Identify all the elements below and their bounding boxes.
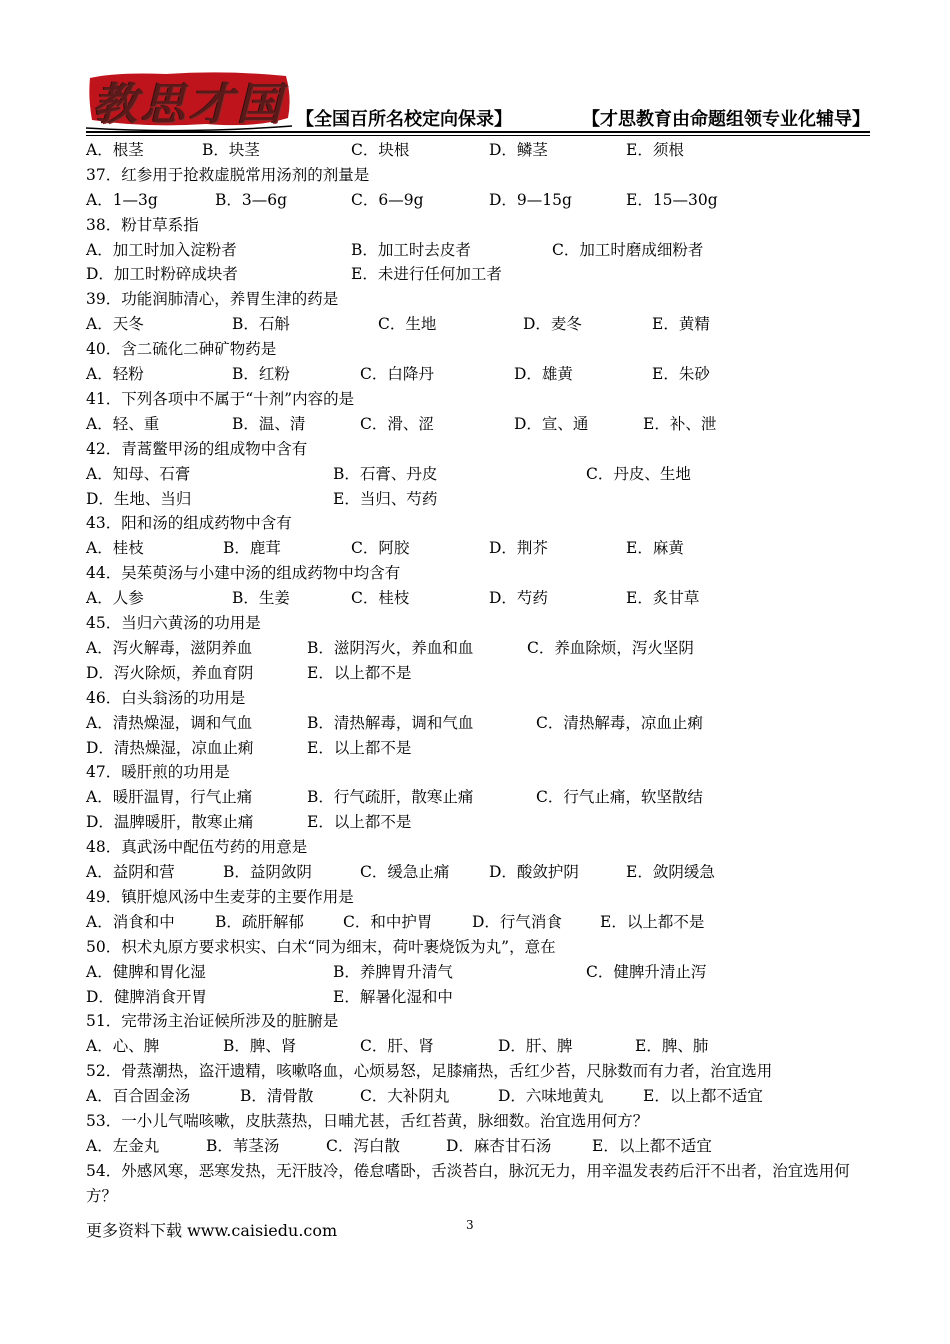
option-row (86, 960, 870, 985)
answer-option: E．以上都不适宜 (643, 1087, 763, 1106)
answer-option: C．滑、涩 (360, 414, 434, 433)
answer-option: C．6—9g (351, 190, 424, 209)
option-row (86, 487, 870, 512)
answer-option: A．左金丸 (86, 1136, 160, 1155)
answer-option: E．朱砂 (652, 365, 710, 384)
question-stem: 40．含二硫化二砷矿物药是 (86, 340, 277, 359)
answer-option: D．健脾消食开胃 (86, 987, 207, 1006)
question-stem: 53．一小儿气喘咳嗽，皮肤蒸热，日晡尤甚，舌红苔黄，脉细数。治宜选用何方？ (86, 1111, 649, 1130)
option-row (86, 860, 870, 885)
answer-option: A．1—3g (86, 190, 158, 209)
answer-option: E．以上都不适宜 (592, 1136, 712, 1155)
answer-option: C．行气止痛，软坚散结 (536, 788, 703, 807)
option-row (86, 985, 870, 1010)
answer-option: D．酸敛护阴 (489, 863, 579, 882)
answer-option: D．六味地黄丸 (498, 1087, 604, 1106)
answer-option: A．健脾和胃化湿 (86, 962, 206, 981)
answer-option: D．宣、通 (514, 414, 589, 433)
answer-option: C．健脾升清止泻 (586, 962, 707, 981)
answer-option: D．雄黄 (514, 365, 573, 384)
answer-option: B．温、清 (232, 414, 306, 433)
answer-option: B．3—6g (215, 190, 288, 209)
answer-option: B．脾、肾 (223, 1037, 297, 1056)
footer-download-link: 更多资料下载 www.caisiedu.com (86, 1221, 338, 1240)
answer-option: B．红粉 (232, 365, 290, 384)
header-tags (296, 104, 870, 132)
answer-option: A．百合固金汤 (86, 1087, 191, 1106)
question-stem: 52．骨蒸潮热，盗汗遗精，咳嗽咯血，心烦易怒，足膝痛热，舌红少苔，尺脉数而有力者，治宜选用 (86, 1062, 773, 1081)
answer-option: A．轻粉 (86, 365, 144, 384)
answer-option: E．15—30g (626, 190, 718, 209)
option-row (86, 188, 870, 213)
question-list (86, 138, 870, 1209)
answer-option: E．以上都不是 (307, 813, 412, 832)
answer-option: C．和中护胃 (343, 912, 433, 931)
answer-option: C．白降丹 (360, 365, 434, 384)
answer-option: C．大补阴丸 (360, 1087, 450, 1106)
answer-option: D．荆芥 (489, 539, 548, 558)
question-stem: 49．镇肝熄风汤中生麦芽的主要作用是 (86, 887, 354, 906)
option-row (86, 262, 870, 287)
answer-option: E．解暑化湿和中 (333, 987, 453, 1006)
answer-option: B．疏肝解郁 (215, 912, 304, 931)
answer-option: B．石膏、丹皮 (333, 464, 438, 483)
answer-option: D．加工时粉碎成块者 (86, 265, 238, 284)
answer-option: A．心、脾 (86, 1037, 160, 1056)
question-stem: 39．功能润肺清心，养胃生津的药是 (86, 290, 339, 309)
option-row (86, 785, 870, 810)
answer-option: E．补、泄 (643, 414, 717, 433)
answer-option: C．丹皮、生地 (586, 464, 691, 483)
option-row (86, 462, 870, 487)
answer-option: D．9—15g (489, 190, 572, 209)
answer-option: B．行气疏肝，散寒止痛 (307, 788, 474, 807)
answer-option: E．敛阴缓急 (626, 863, 715, 882)
answer-option: D．鳞茎 (489, 141, 548, 159)
option-row (86, 1034, 870, 1059)
answer-option: C．清热解毒，凉血止痢 (536, 713, 703, 732)
answer-option: B．益阴敛阴 (223, 863, 312, 882)
answer-option: C．块根 (351, 141, 410, 159)
answer-option: A．知母、石膏 (86, 464, 191, 483)
logo (86, 68, 292, 132)
answer-option: D．麻杏甘石汤 (446, 1136, 552, 1155)
answer-option: B．生姜 (232, 589, 290, 608)
answer-option: C．生地 (378, 315, 437, 334)
answer-option: E．以上都不是 (307, 663, 412, 682)
answer-option: D．泻火除烦，养血育阴 (86, 663, 254, 682)
answer-option: A．根茎 (86, 141, 144, 159)
answer-option: B．清热解毒，调和气血 (307, 713, 474, 732)
header-tag-left: 【全国百所名校定向保录】 (296, 109, 512, 130)
option-row (86, 238, 870, 263)
answer-option: B．苇茎汤 (206, 1136, 280, 1155)
question-stem: 50．枳术丸原方要求枳实、白术“同为细末，荷叶裹烧饭为丸”，意在 (86, 937, 556, 956)
answer-option: E．以上都不是 (600, 912, 705, 931)
answer-option: A．消食和中 (86, 912, 175, 931)
answer-option: C．肝、肾 (360, 1037, 434, 1056)
logo-text: 教思才国 (93, 79, 285, 130)
option-row (86, 736, 870, 761)
option-row (86, 362, 870, 387)
answer-option: E．以上都不是 (307, 738, 412, 757)
answer-option: B．滋阴泻火，养血和血 (307, 638, 474, 657)
answer-option: C．养血除烦，泻火坚阴 (527, 638, 694, 657)
answer-option: B．鹿茸 (223, 539, 281, 558)
answer-option: A．益阴和营 (86, 863, 175, 882)
answer-option: A．泻火解毒，滋阴养血 (86, 638, 253, 657)
question-stem: 46．白头翁汤的功用是 (86, 688, 246, 707)
answer-option: A．人参 (86, 589, 144, 608)
option-row (86, 536, 870, 561)
answer-option: E．脾、肺 (635, 1037, 709, 1056)
answer-option: C．加工时磨成细粉者 (552, 240, 704, 259)
question-stem: 37．红参用于抢救虚脱常用汤剂的剂量是 (86, 165, 370, 184)
question-stem: 44．吴茱萸汤与小建中汤的组成药物中均含有 (86, 564, 401, 583)
answer-option: D．芍药 (489, 589, 548, 608)
answer-option: B．养脾胃升清气 (333, 962, 453, 981)
option-row (86, 636, 870, 661)
answer-option: E．炙甘草 (626, 589, 700, 608)
page-number: 3 (466, 1218, 474, 1232)
question-stem: 45．当归六黄汤的功用是 (86, 614, 261, 633)
question-stem: 54．外感风寒，恶寒发热，无汗肢冷，倦怠嗜卧，舌淡苔白，脉沉无力，用辛温发表药后汗不出者，治宜选用何方？ (86, 1161, 850, 1205)
answer-option: D．生地、当归 (86, 489, 192, 508)
option-row (86, 312, 870, 337)
answer-option: B．清骨散 (240, 1087, 314, 1106)
answer-option: E．须根 (626, 141, 684, 159)
answer-option: C．阿胶 (351, 539, 410, 558)
answer-option: E．麻黄 (626, 539, 684, 558)
answer-option: D．温脾暖肝，散寒止痛 (86, 813, 254, 832)
option-row (86, 412, 870, 437)
question-stem: 48．真武汤中配伍芍药的用意是 (86, 838, 308, 857)
option-row (86, 586, 870, 611)
answer-option: A．加工时加入淀粉者 (86, 240, 237, 259)
option-row (86, 1084, 870, 1109)
answer-option: A．天冬 (86, 315, 144, 334)
answer-option: A．轻、重 (86, 414, 160, 433)
answer-option: E．当归、芍药 (333, 489, 438, 508)
question-stem: 42．青蒿鳖甲汤的组成物中含有 (86, 439, 308, 458)
answer-option: C．桂枝 (351, 589, 410, 608)
question-stem: 47．暖肝煎的功用是 (86, 763, 230, 782)
answer-option: A．暖肝温胃，行气止痛 (86, 788, 253, 807)
header-divider (86, 131, 870, 133)
answer-option: B．块茎 (202, 141, 260, 159)
answer-option: D．清热燥湿，凉血止痢 (86, 738, 254, 757)
option-row (86, 711, 870, 736)
answer-option: D．行气消食 (472, 912, 562, 931)
header-tag-right: 【才思教育由命题组领专业化辅导】 (582, 109, 870, 130)
answer-option: B．加工时去皮者 (351, 240, 471, 259)
option-row (86, 661, 870, 686)
question-stem: 41．下列各项中不属于“十剂”内容的是 (86, 389, 355, 408)
option-row (86, 810, 870, 835)
answer-option: E．黄精 (652, 315, 710, 334)
answer-option: D．肝、脾 (498, 1037, 573, 1056)
answer-option: D．麦冬 (523, 315, 582, 334)
option-row (86, 138, 870, 163)
option-row (86, 1134, 870, 1159)
option-row (86, 910, 870, 935)
answer-option: C．缓急止痛 (360, 863, 450, 882)
answer-option: C．泻白散 (326, 1136, 400, 1155)
header-divider-thin (86, 135, 870, 136)
answer-option: A．清热燥湿，调和气血 (86, 713, 253, 732)
answer-option: B．石斛 (232, 315, 290, 334)
question-stem: 43．阳和汤的组成药物中含有 (86, 514, 292, 533)
question-stem: 38．粉甘草系指 (86, 215, 199, 234)
answer-option: A．桂枝 (86, 539, 144, 558)
question-stem: 51．完带汤主治证候所涉及的脏腑是 (86, 1012, 339, 1031)
answer-option: E．未进行任何加工者 (351, 265, 502, 284)
